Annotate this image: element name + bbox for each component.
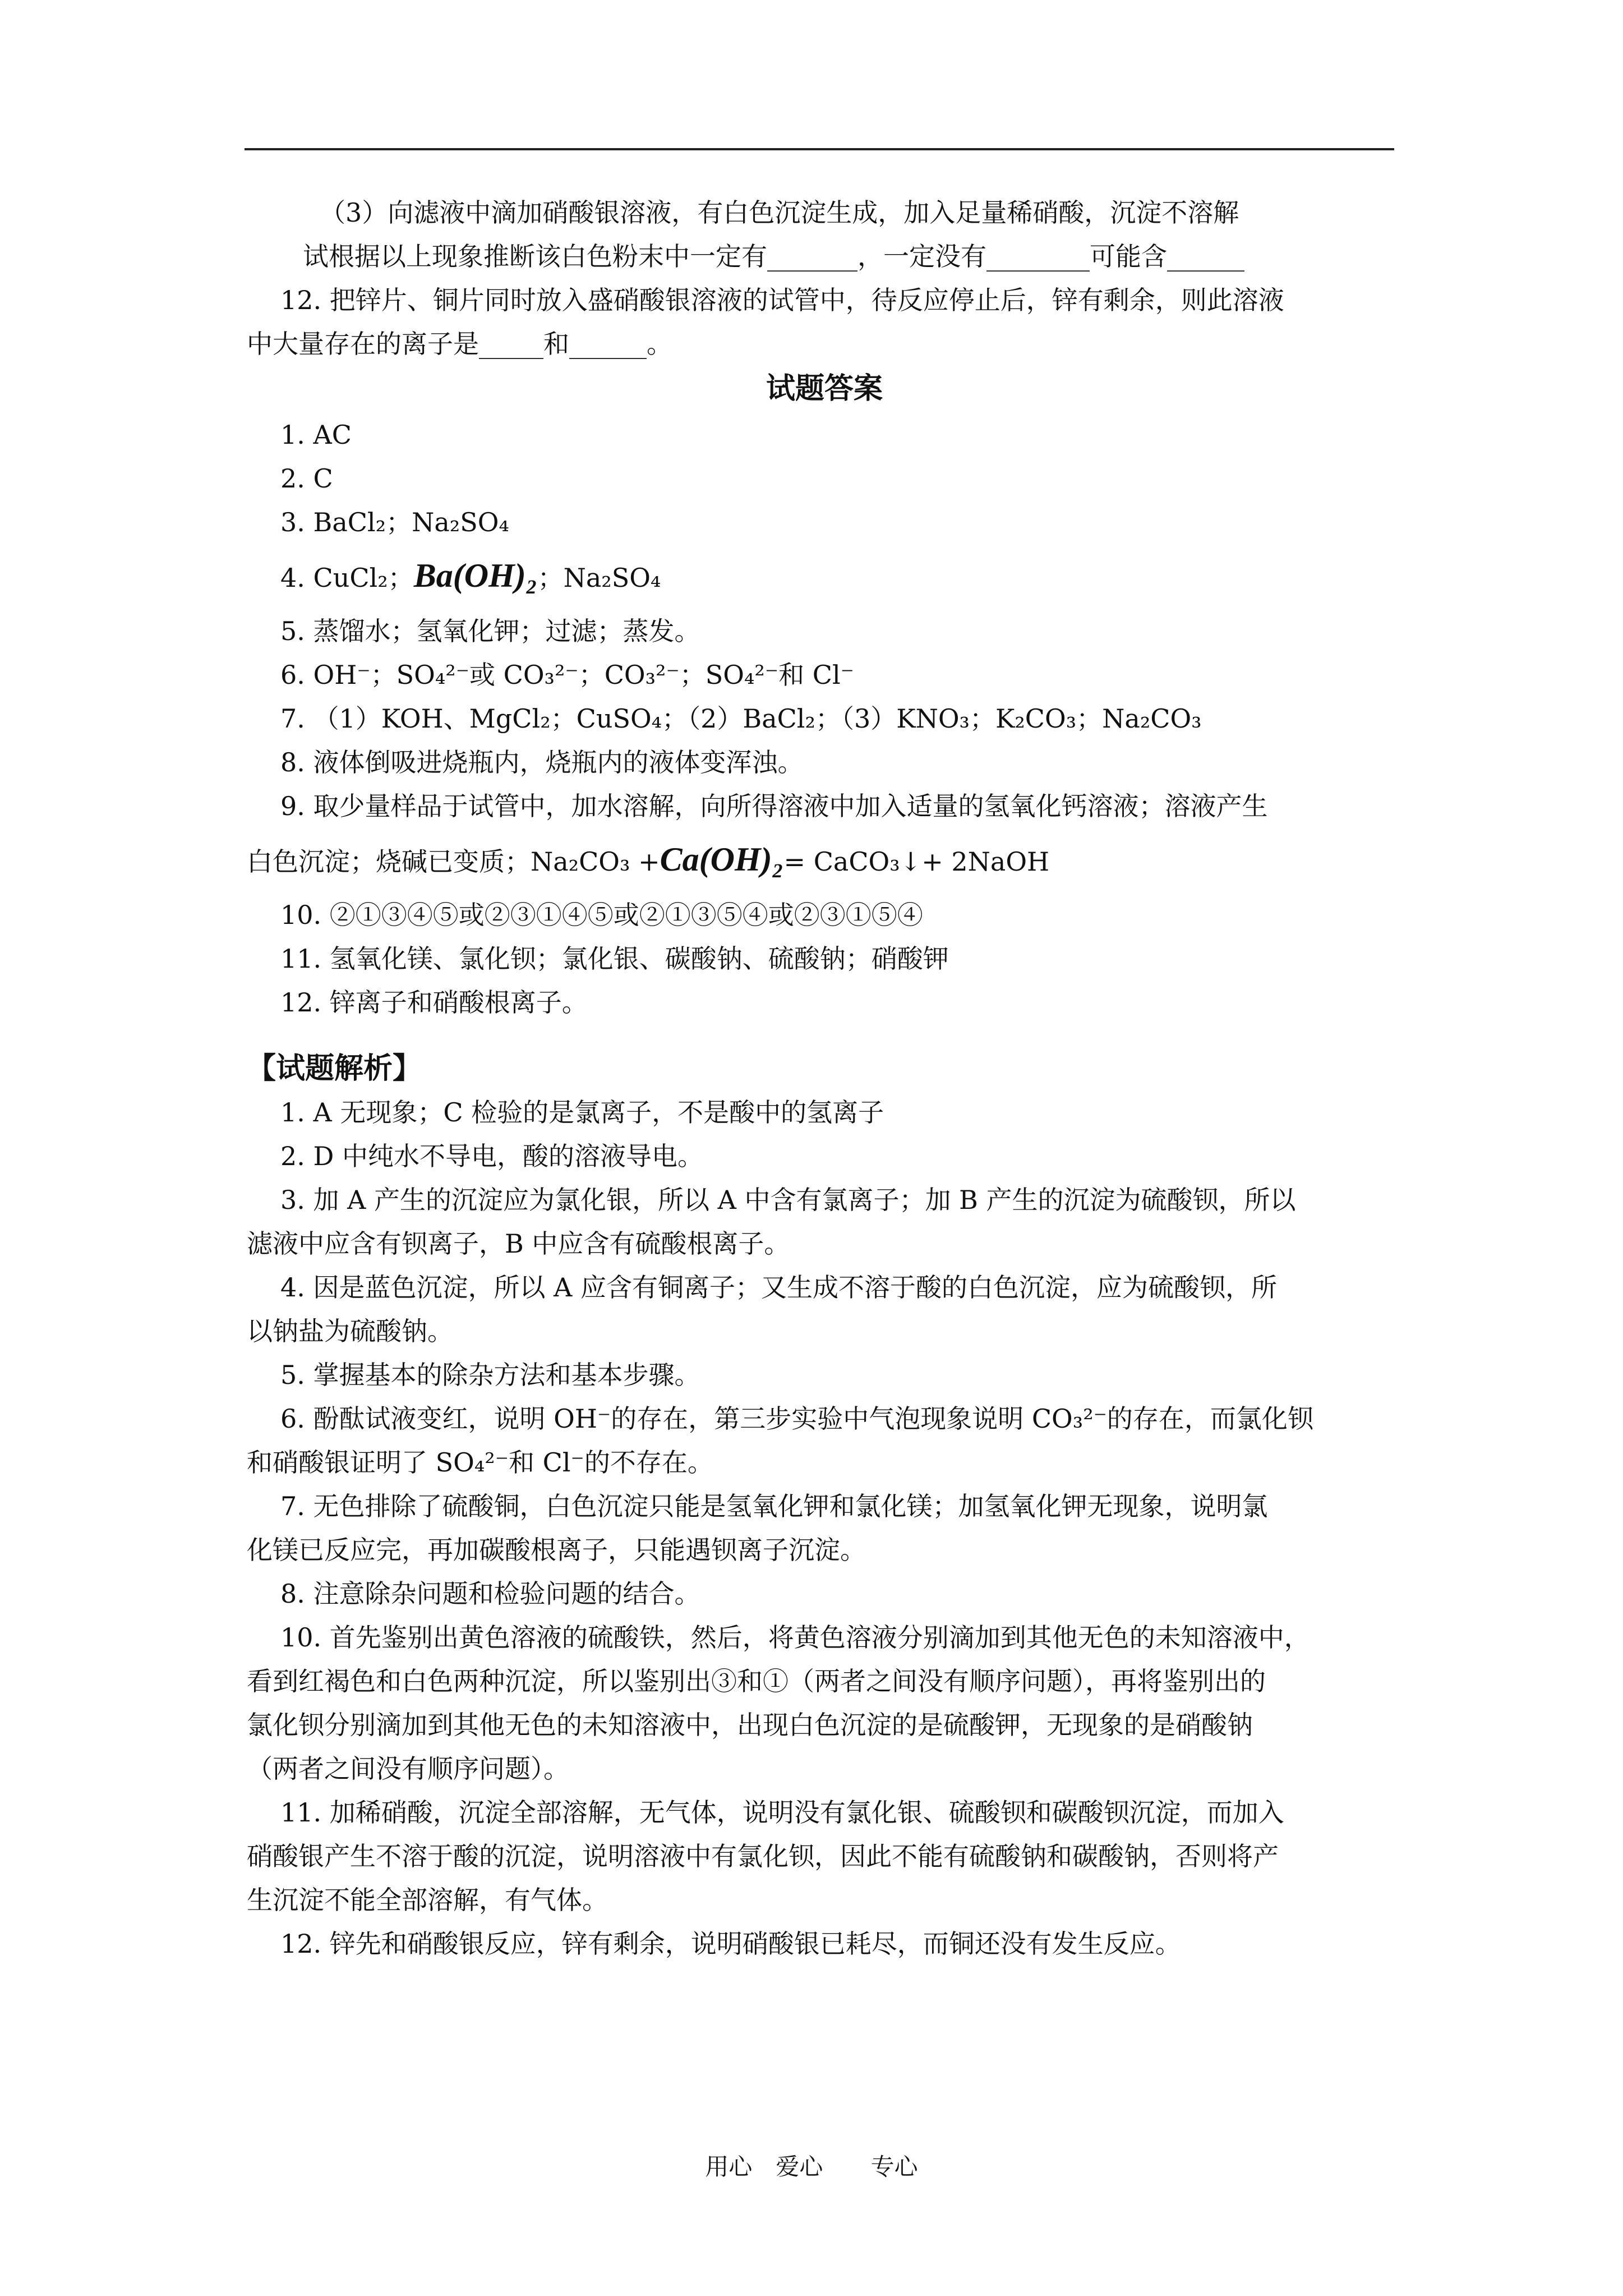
answer-10: 10. ②①③④⑤或②③①④⑤或②①③⑤④或②③①⑤④ [280,900,923,930]
header-rule [245,148,1394,150]
answer-8: 8. 液体倒吸进烧瓶内，烧瓶内的液体变浑浊。 [280,747,804,777]
analysis-3-line-1: 3. 加 A 产生的沉淀应为氯化银，所以 A 中含有氯离子；加 B 产生的沉淀为硫酸钡，所以 [280,1185,1296,1215]
analysis-4-line-2: 以钠盐为硫酸钠。 [247,1316,453,1346]
analysis-1: 1. A 无现象；C 检验的是氯离子，不是酸中的氢离子 [280,1097,884,1128]
answer-9-line-1: 9. 取少量样品于试管中，加水溶解，向所得溶液中加入适量的氢氧化钙溶液；溶液产生 [280,791,1268,821]
analysis-6-line-1: 6. 酚酞试液变红，说明 OH⁻的存在，第三步实验中气泡现象说明 CO₃²⁻的存在，而氯化钡 [280,1404,1313,1434]
analysis-11-line-2: 硝酸银产生不溶于酸的沉淀，说明溶液中有氯化钡，因此不能有硫酸钠和碳酸钠，否则将产 [247,1841,1279,1871]
question-12-line-1: 12. 把锌片、铜片同时放入盛硝酸银溶液的试管中，待反应停止后，锌有剩余，则此溶液 [280,285,1284,315]
answer-11: 11. 氢氧化镁、氯化钡；氯化银、碳酸钠、硫酸钠；硝酸钾 [280,944,949,974]
analysis-12: 12. 锌先和硝酸银反应，锌有剩余，说明硝酸银已耗尽，而铜还没有发生反应。 [280,1929,1181,1959]
answers-list [247,413,1402,1024]
analysis-4-line-1: 4. 因是蓝色沉淀，所以 A 应含有铜离子；又生成不溶于酸的白色沉淀，应为硫酸钡，所 [280,1272,1277,1303]
question-11-prompt: 试根据以上现象推断该白色粉末中一定有_______，一定没有________可能含______ [303,241,1244,272]
page-footer: 用心 爱心 专心 [705,2153,918,2180]
analysis-10-line-4: （两者之间没有顺序问题）。 [247,1754,569,1784]
answer-4-formula: Ba(OH)₂ [413,557,538,594]
answer-7: 7. （1）KOH、MgCl₂；CuSO₄；（2）BaCl₂；（3）KNO₃；K₂CO₃；Na₂CO₃ [280,703,1202,734]
answer-9-suffix: = CaCO₃↓+ 2NaOH [783,846,1050,877]
answer-9-formula: Ca(OH)₂ [660,841,784,878]
question-11-part-3: （3）向滤液中滴加硝酸银溶液，有白色沉淀生成，加入足量稀硝酸，沉淀不溶解 [320,197,1239,228]
answer-5: 5. 蒸馏水；氢氧化钾；过滤；蒸发。 [280,616,700,646]
answer-3: 3. BaCl₂；Na₂SO₄ [280,507,509,537]
analysis-10-line-2: 看到红褐色和白色两种沉淀，所以鉴别出③和①（两者之间没有顺序问题），再将鉴别出的 [247,1666,1266,1696]
answer-9-line-2 [247,828,1402,893]
analysis-list [247,1091,1402,1966]
question-12-line-2: 中大量存在的离子是_____和______。 [247,329,672,359]
analysis-10-line-1: 10. 首先鉴别出黄色溶液的硫酸铁，然后，将黄色溶液分别滴加到其他无色的未知溶液中， [280,1622,1310,1653]
page-content [247,191,1402,1966]
analysis-11-line-3: 生沉淀不能全部溶解，有气体。 [247,1885,608,1915]
analysis-title: 【试题解析】 [247,1052,422,1085]
analysis-5: 5. 掌握基本的除杂方法和基本步骤。 [280,1360,700,1390]
answer-9-prefix: 白色沉淀；烧碱已变质；Na₂CO₃ + [247,846,660,877]
analysis-3-line-2: 滤液中应含有钡离子，B 中应含有硫酸根离子。 [247,1228,790,1259]
answer-12: 12. 锌离子和硝酸根离子。 [280,987,588,1018]
analysis-11-line-1: 11. 加稀硝酸，沉淀全部溶解，无气体，说明没有氯化银、硫酸钡和碳酸钡沉淀，而加入 [280,1797,1284,1828]
analysis-2: 2. D 中纯水不导电，酸的溶液导电。 [280,1141,704,1171]
answer-6: 6. OH⁻；SO₄²⁻或 CO₃²⁻；CO₃²⁻；SO₄²⁻和 Cl⁻ [280,660,854,690]
answer-4-prefix: 4. CuCl₂； [280,563,414,593]
analysis-8: 8. 注意除杂问题和检验问题的结合。 [280,1579,700,1609]
analysis-7-line-1: 7. 无色排除了硫酸铜，白色沉淀只能是氢氧化钾和氯化镁；加氢氧化钾无现象，说明氯 [280,1491,1268,1521]
analysis-7-line-2: 化镁已反应完，再加碳酸根离子，只能遇钡离子沉淀。 [247,1535,866,1565]
answer-4-suffix: ；Na₂SO₄ [537,563,661,593]
answer-4 [247,544,1402,609]
analysis-10-line-3: 氯化钡分别滴加到其他无色的未知溶液中，出现白色沉淀的是硫酸钾，无现象的是硝酸钠 [247,1710,1253,1740]
answer-1: 1. AC [280,420,352,450]
answers-title: 试题答案 [766,372,883,406]
answer-2: 2. C [280,463,333,494]
analysis-6-line-2: 和硝酸银证明了 SO₄²⁻和 Cl⁻的不存在。 [247,1447,713,1478]
